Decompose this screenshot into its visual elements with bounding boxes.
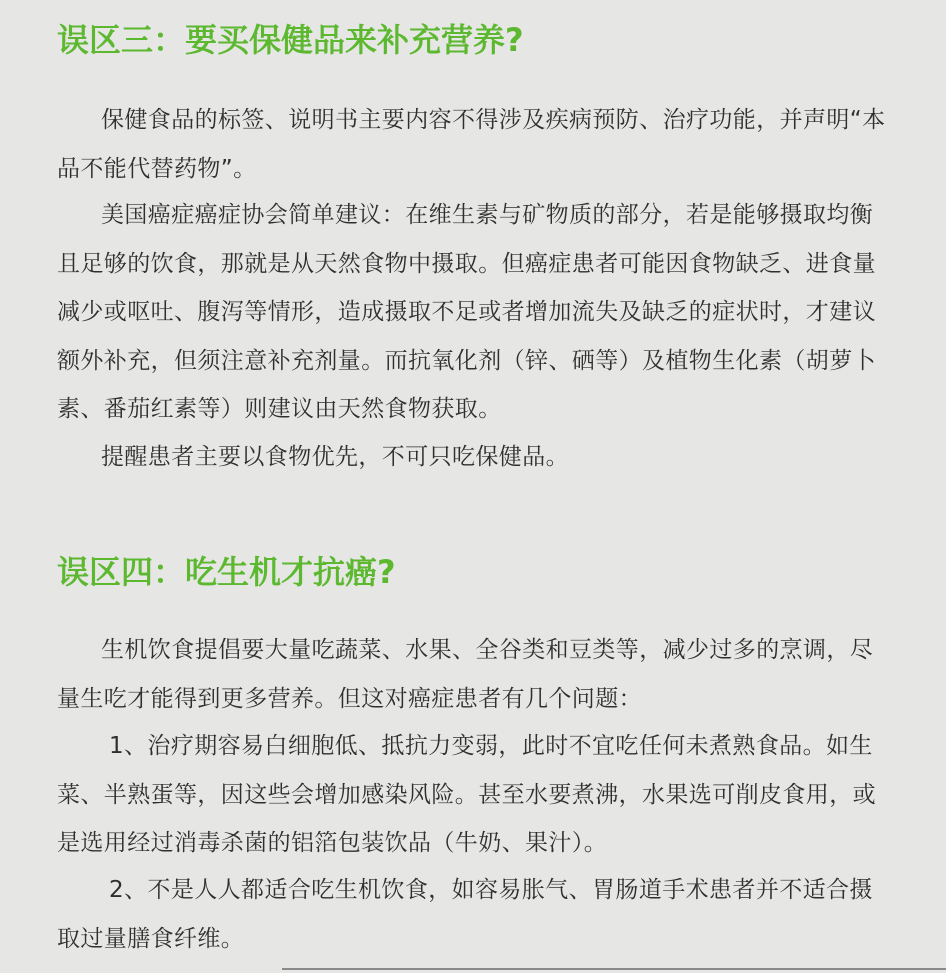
section-4-title: 误区四：吃生机才抗癌? bbox=[57, 553, 396, 591]
section-4-paragraph-1: 生机饮食提倡要大量吃蔬菜、水果、全谷类和豆类等，减少过多的烹调，尽量生吃才能得到更多营养。但这对癌症患者有几个问题： bbox=[57, 637, 874, 712]
section-4-paragraph-3: 2、不是人人都适合吃生机饮食，如容易胀气、胃肠道手术患者并不适合摄取过量膳食纤维。 bbox=[57, 877, 873, 952]
bottom-divider bbox=[282, 968, 946, 970]
section-3-paragraph-1: 保健食品的标签、说明书主要内容不得涉及疾病预防、治疗功能，并声明“本品不能代替药物”。 bbox=[57, 107, 886, 182]
section-3-paragraph-2: 美国癌症癌症协会简单建议：在维生素与矿物质的部分，若是能够摄取均衡且足够的饮食，那就是从天然食物中摄取。但癌症患者可能因食物缺乏、进食量减少或呕吐、腹泻等情形，造成摄取不足或者增加流失及缺乏的症状时，才建议额外补充，但须注意补充剂量。而抗氧化剂（锌、硒等）及植物生化素（胡萝卜素、番茄红素等）则建议由天然食物获取。 bbox=[57, 202, 876, 422]
section-4-paragraph-2: 1、治疗期容易白细胞低、抵抗力变弱，此时不宜吃任何未煮熟食品。如生菜、半熟蛋等，因这些会增加感染风险。甚至水要煮沸，水果选可削皮食用，或是选用经过消毒杀菌的铝箔包装饮品（牛奶、果汁）。 bbox=[57, 733, 876, 856]
section-3-paragraph-3: 提醒患者主要以食物优先，不可只吃保健品。 bbox=[101, 444, 569, 470]
section-3-title: 误区三：要买保健品来补充营养? bbox=[57, 21, 524, 59]
